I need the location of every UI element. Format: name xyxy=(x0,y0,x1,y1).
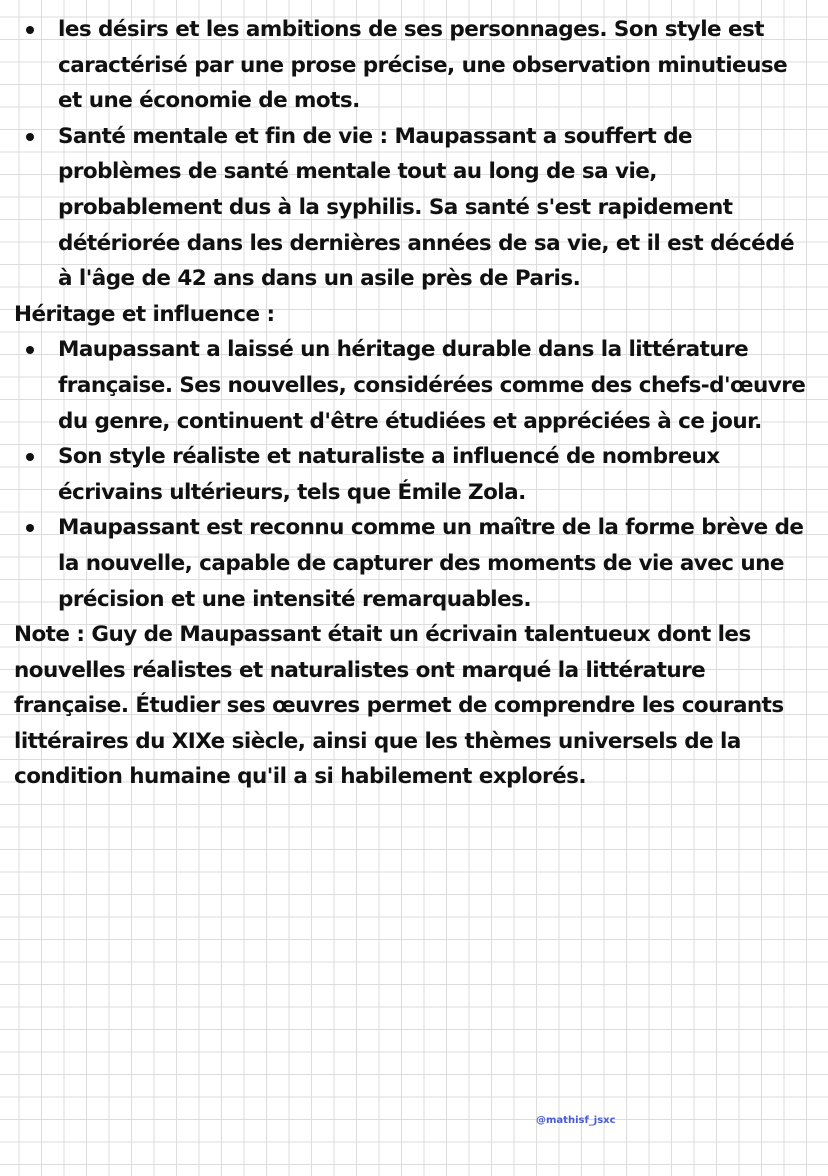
bullet-icon xyxy=(26,133,34,141)
list-item-text: les désirs et les ambitions de ses personnages. Son style est caractérisé par une prose précise, une observation minutieuse et une économie de mots. xyxy=(58,17,788,114)
list-item xyxy=(58,510,814,617)
document-page xyxy=(14,12,814,795)
list-item xyxy=(58,332,814,439)
list-item-text: Son style réaliste et naturaliste a influencé de nombreux écrivains ultérieurs, tels que Émile Zola. xyxy=(58,444,720,505)
bullet-list-biography xyxy=(14,12,814,297)
list-item xyxy=(58,119,814,297)
section-heading-heritage: Héritage et influence : xyxy=(14,301,275,327)
list-item-text: Maupassant a laissé un héritage durable dans la littérature française. Ses nouvelles, considérées comme des chefs-d'œuvre du genre, continuent d'être étudiées et appréciées à ce jour. xyxy=(58,337,806,434)
bullet-icon xyxy=(26,453,34,461)
list-item-text: Santé mentale et fin de vie : Maupassant a souffert de problèmes de santé mentale tout au long de sa vie, probablement dus à la syphilis. Sa santé s'est rapidement détériorée dans les dernières années de sa vie, et il est décédé à l'âge de 42 ans dans un asile près de Paris. xyxy=(58,123,795,292)
list-item-text: Maupassant est reconnu comme un maître de la forme brève de la nouvelle, capable de capturer des moments de vie avec une précision et une intensité remarquables. xyxy=(58,515,804,612)
author-watermark: @mathisf_jsxc xyxy=(536,1115,616,1126)
bullet-icon xyxy=(26,346,34,354)
bullet-icon xyxy=(26,26,34,34)
note-paragraph: Note : Guy de Maupassant était un écrivain talentueux dont les nouvelles réalistes et naturalistes ont marqué la littérature française. Étudier ses œuvres permet de comprendre les courants littéraires du XIXe siècle, ainsi que les thèmes universels de la condition humaine qu'il a si habilement explorés. xyxy=(14,622,784,790)
list-item xyxy=(58,439,814,510)
bullet-icon xyxy=(26,524,34,532)
bullet-list-heritage xyxy=(14,332,814,617)
list-item xyxy=(58,12,814,119)
